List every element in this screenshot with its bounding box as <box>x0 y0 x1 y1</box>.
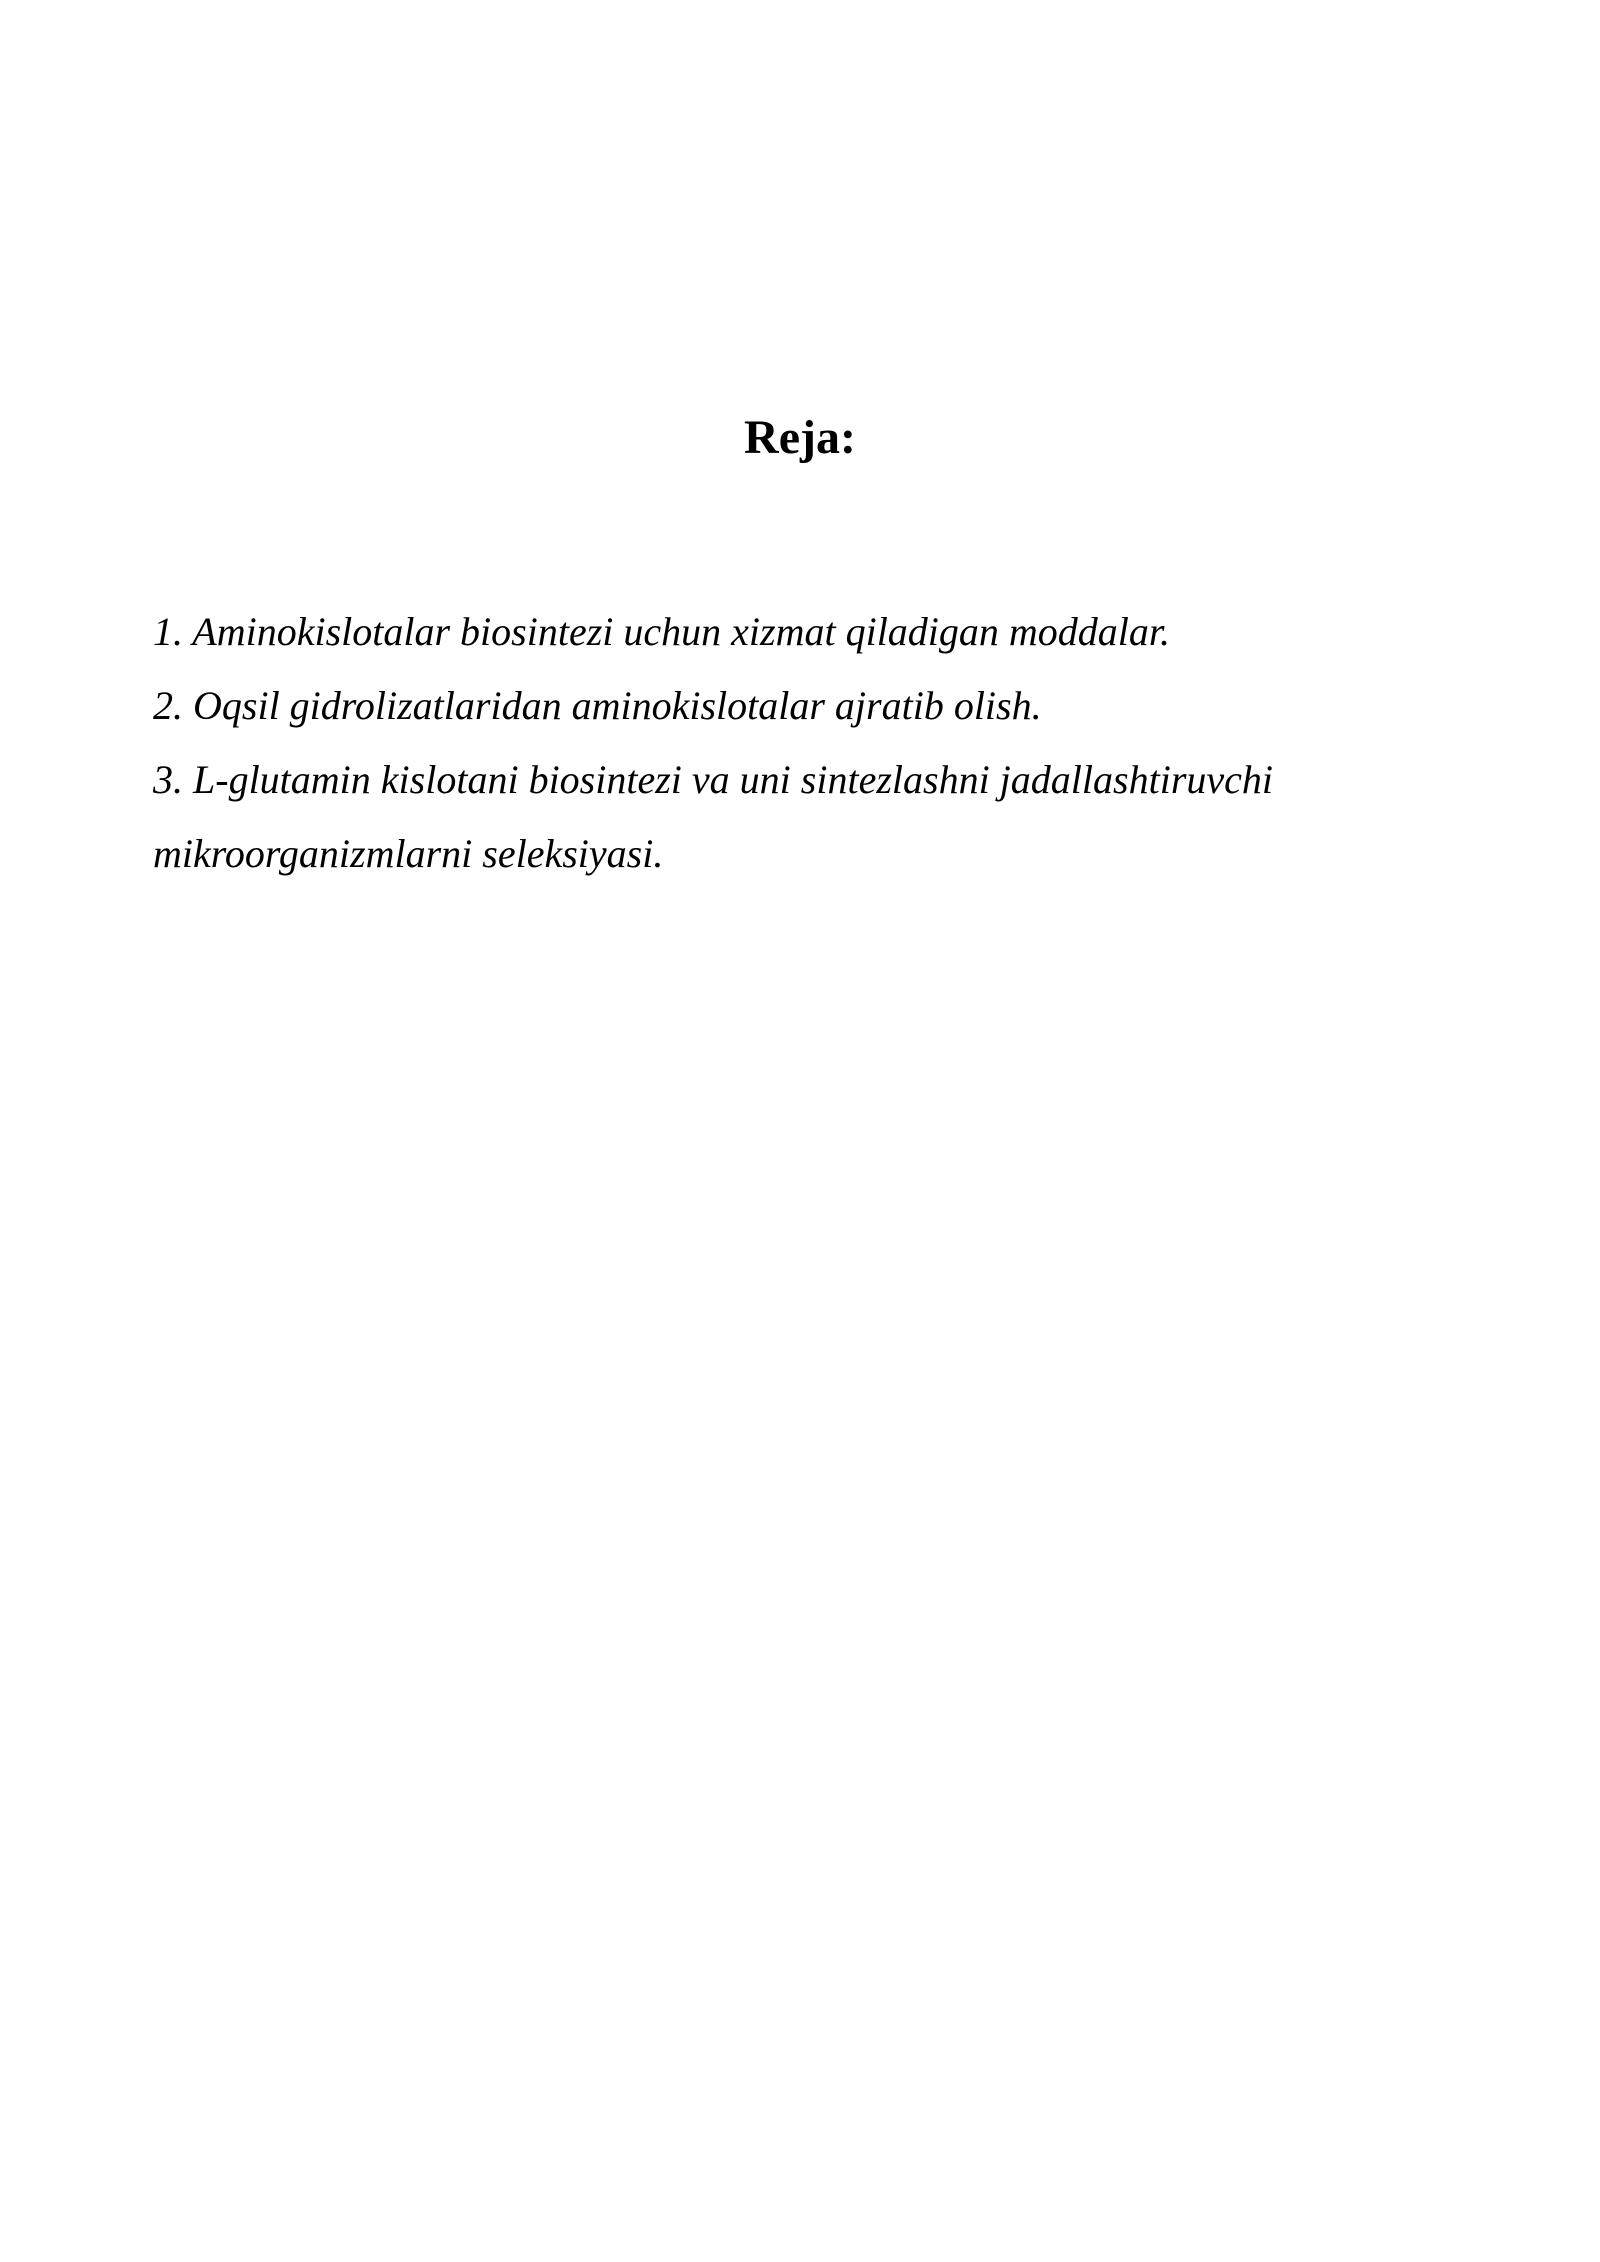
plan-item-1: 1. Aminokislotalar biosintezi uchun xizmat qiladigan moddalar. <box>153 609 1171 654</box>
page-title: Reja: <box>744 411 856 464</box>
plan-item-3-continuation: mikroorganizmlarni seleksiyasi. <box>153 831 664 876</box>
plan-list <box>153 595 1453 891</box>
plan-item-2: 2. Oqsil gidrolizatlaridan aminokislotalar ajratib olish. <box>153 683 1042 728</box>
plan-item-3: 3. L-glutamin kislotani biosintezi va uni sintezlashni jadallashtiruvchi <box>153 757 1273 802</box>
